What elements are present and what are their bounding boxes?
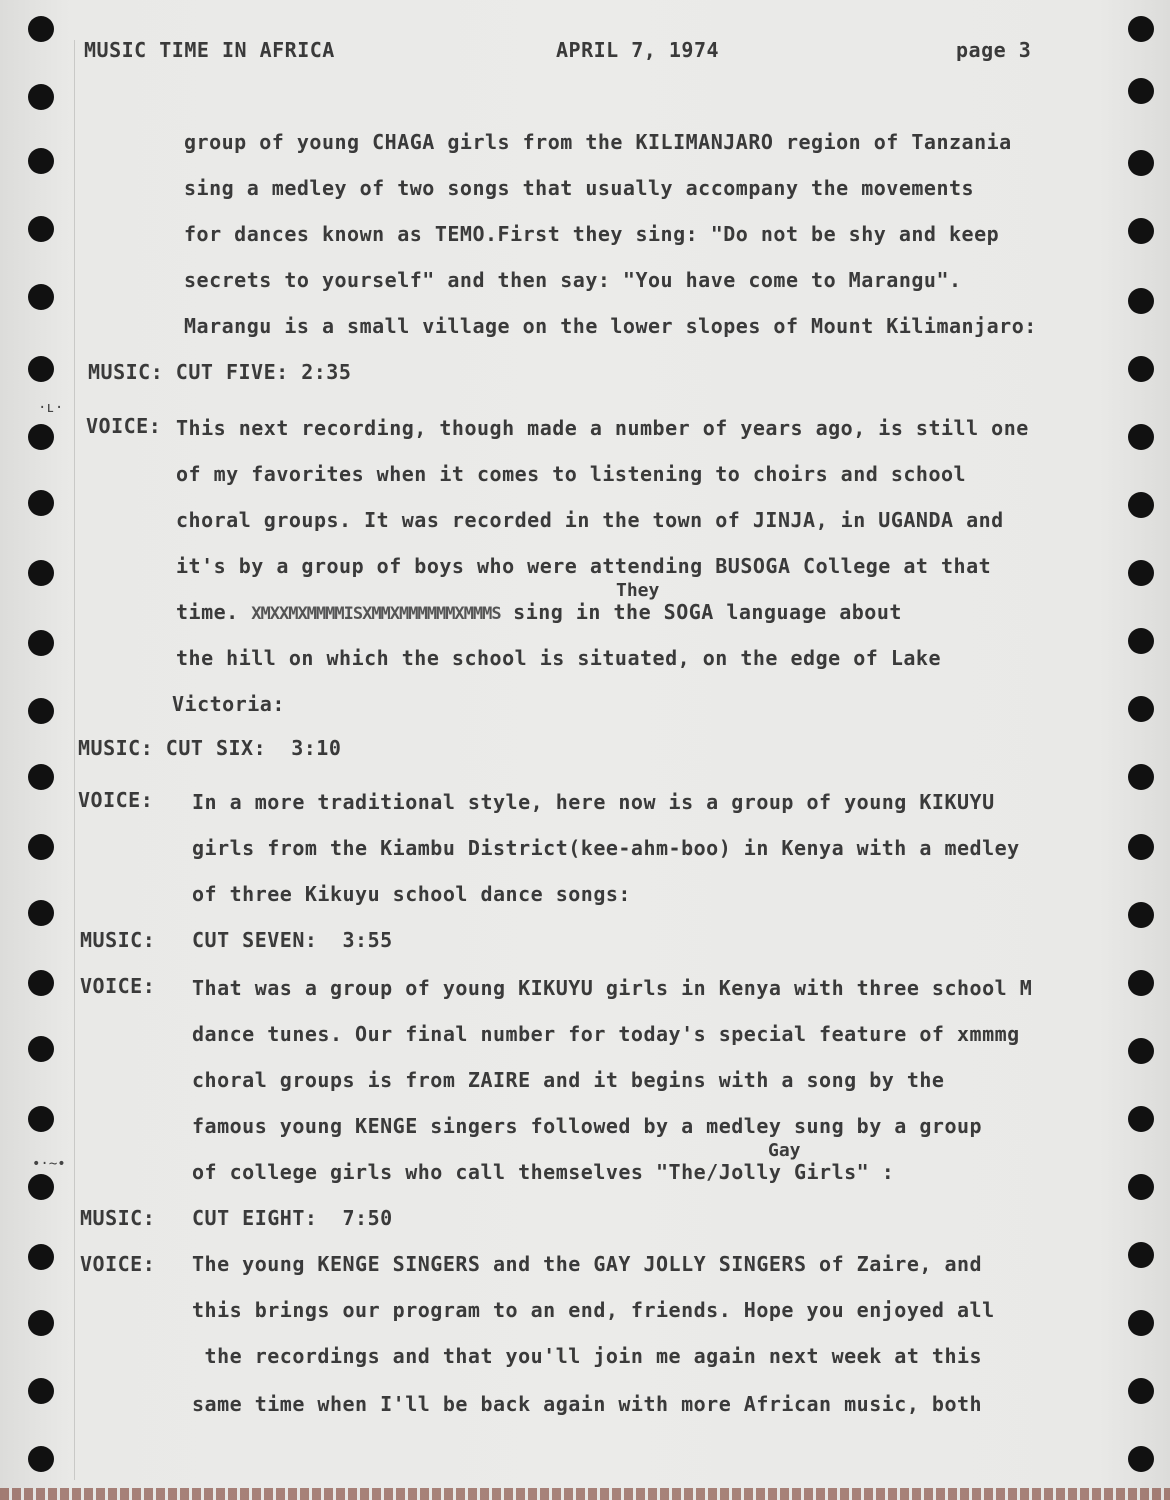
text-line: This next recording, though made a number of years ago, is still one xyxy=(176,416,1029,440)
music-cue: CUT EIGHT: 7:50 xyxy=(192,1206,393,1230)
sprocket-hole-icon xyxy=(1128,970,1154,996)
music-cue: MUSIC: CUT SIX: 3:10 xyxy=(78,736,342,760)
sprocket-hole-icon xyxy=(28,764,54,790)
text-line: The young KENGE SINGERS and the GAY JOLLY SINGERS of Zaire, and xyxy=(192,1252,983,1276)
text-line: In a more traditional style, here now is a group of young KIKUYU xyxy=(192,790,995,814)
sprocket-hole-icon xyxy=(1128,834,1154,860)
margin-rule xyxy=(74,40,75,1480)
voice-label: VOICE: xyxy=(86,414,162,438)
text-line: Marangu is a small village on the lower slopes of Mount Kilimanjaro: xyxy=(184,314,1037,338)
struck-out-text: XMXXMXMMMMISXMMXMMMMMMXMMMS xyxy=(251,604,501,624)
text-line: of college girls who call themselves "The/Jolly Girls" : xyxy=(192,1160,895,1184)
text-line: it's by a group of boys who were attending BUSOGA College at that xyxy=(176,554,992,578)
sprocket-hole-icon xyxy=(28,356,54,382)
sprocket-hole-icon xyxy=(28,84,54,110)
sprocket-hole-icon xyxy=(28,1036,54,1062)
sprocket-hole-icon xyxy=(1128,696,1154,722)
text-line: girls from the Kiambu District(kee-ahm-boo) in Kenya with a medley xyxy=(192,836,1020,860)
text-line: time. XMXXMXMMMMISXMMXMMMMMMXMMMS sing in the SOGA language about xyxy=(176,600,902,624)
sprocket-hole-icon xyxy=(28,424,54,450)
text-line: famous young KENGE singers followed by a medley sung by a group xyxy=(192,1114,983,1138)
text-line: group of young CHAGA girls from the KILIMANJARO region of Tanzania xyxy=(184,130,1012,154)
text-line: for dances known as TEMO.First they sing: "Do not be shy and keep xyxy=(184,222,1000,246)
handtyped-insertion: They xyxy=(616,580,660,601)
sprocket-hole-icon xyxy=(1128,288,1154,314)
page-number: page 3 xyxy=(956,38,1032,62)
sprocket-hole-icon xyxy=(1128,1446,1154,1472)
sprocket-hole-icon xyxy=(28,1446,54,1472)
sprocket-hole-icon xyxy=(1128,424,1154,450)
sprocket-hole-icon xyxy=(1128,218,1154,244)
sprocket-hole-icon xyxy=(28,560,54,586)
sprocket-hole-icon xyxy=(28,216,54,242)
text-line: same time when I'll be back again with more African music, both xyxy=(192,1392,983,1416)
sprocket-hole-icon xyxy=(1128,560,1154,586)
sprocket-hole-icon xyxy=(1128,1106,1154,1132)
sprocket-hole-icon xyxy=(28,16,54,42)
sprocket-hole-icon xyxy=(28,970,54,996)
sprocket-hole-icon xyxy=(28,1378,54,1404)
text-line: the recordings and that you'll join me again next week at this xyxy=(192,1344,983,1368)
margin-mark: •·~• xyxy=(32,1156,66,1172)
sprocket-hole-icon xyxy=(28,1106,54,1132)
text-line: choral groups. It was recorded in the town of JINJA, in UGANDA and xyxy=(176,508,1004,532)
sprocket-hole-icon xyxy=(28,1244,54,1270)
sprocket-hole-icon xyxy=(1128,492,1154,518)
text-line: of my favorites when it comes to listening to choirs and school xyxy=(176,462,967,486)
voice-label: VOICE: xyxy=(80,974,156,998)
margin-mark: ·ʟ· xyxy=(38,400,64,416)
sprocket-hole-icon xyxy=(28,630,54,656)
sprocket-hole-icon xyxy=(1128,356,1154,382)
text-line: Victoria: xyxy=(172,692,285,716)
text-line: That was a group of young KIKUYU girls in Kenya with three school M xyxy=(192,976,1033,1000)
broadcast-date: APRIL 7, 1974 xyxy=(556,38,720,62)
music-cue: MUSIC: CUT FIVE: 2:35 xyxy=(88,360,352,384)
sprocket-hole-icon xyxy=(1128,1242,1154,1268)
voice-label: VOICE: xyxy=(78,788,154,812)
sprocket-hole-icon xyxy=(1128,1038,1154,1064)
sprocket-hole-icon xyxy=(1128,628,1154,654)
sprocket-hole-icon xyxy=(28,284,54,310)
text-line: sing a medley of two songs that usually accompany the movements xyxy=(184,176,975,200)
text-line: this brings our program to an end, friends. Hope you enjoyed all xyxy=(192,1298,995,1322)
music-cue: CUT SEVEN: 3:55 xyxy=(192,928,393,952)
text-line: of three Kikuyu school dance songs: xyxy=(192,882,631,906)
sprocket-hole-icon xyxy=(1128,902,1154,928)
perforated-edge xyxy=(0,1488,1170,1500)
text-line: secrets to yourself" and then say: "You have come to Marangu". xyxy=(184,268,962,292)
music-label: MUSIC: xyxy=(80,1206,156,1230)
voice-label: VOICE: xyxy=(80,1252,156,1276)
sprocket-hole-icon xyxy=(28,834,54,860)
sprocket-hole-icon xyxy=(1128,1310,1154,1336)
text-line: dance tunes. Our final number for today's special feature of xmmmg xyxy=(192,1022,1020,1046)
sprocket-hole-icon xyxy=(28,698,54,724)
sprocket-hole-icon xyxy=(1128,150,1154,176)
sprocket-hole-icon xyxy=(28,1310,54,1336)
sprocket-hole-icon xyxy=(1128,78,1154,104)
sprocket-hole-icon xyxy=(28,148,54,174)
sprocket-hole-icon xyxy=(28,490,54,516)
sprocket-hole-icon xyxy=(28,900,54,926)
text-line: choral groups is from ZAIRE and it begins with a song by the xyxy=(192,1068,945,1092)
sprocket-hole-icon xyxy=(1128,16,1154,42)
music-label: MUSIC: xyxy=(80,928,156,952)
sprocket-hole-icon xyxy=(1128,1378,1154,1404)
text-line: the hill on which the school is situated, on the edge of Lake xyxy=(176,646,942,670)
handtyped-insertion: Gay xyxy=(768,1140,801,1161)
sprocket-hole-icon xyxy=(1128,1174,1154,1200)
program-title: MUSIC TIME IN AFRICA xyxy=(84,38,335,62)
sprocket-hole-icon xyxy=(28,1174,54,1200)
sprocket-hole-icon xyxy=(1128,764,1154,790)
